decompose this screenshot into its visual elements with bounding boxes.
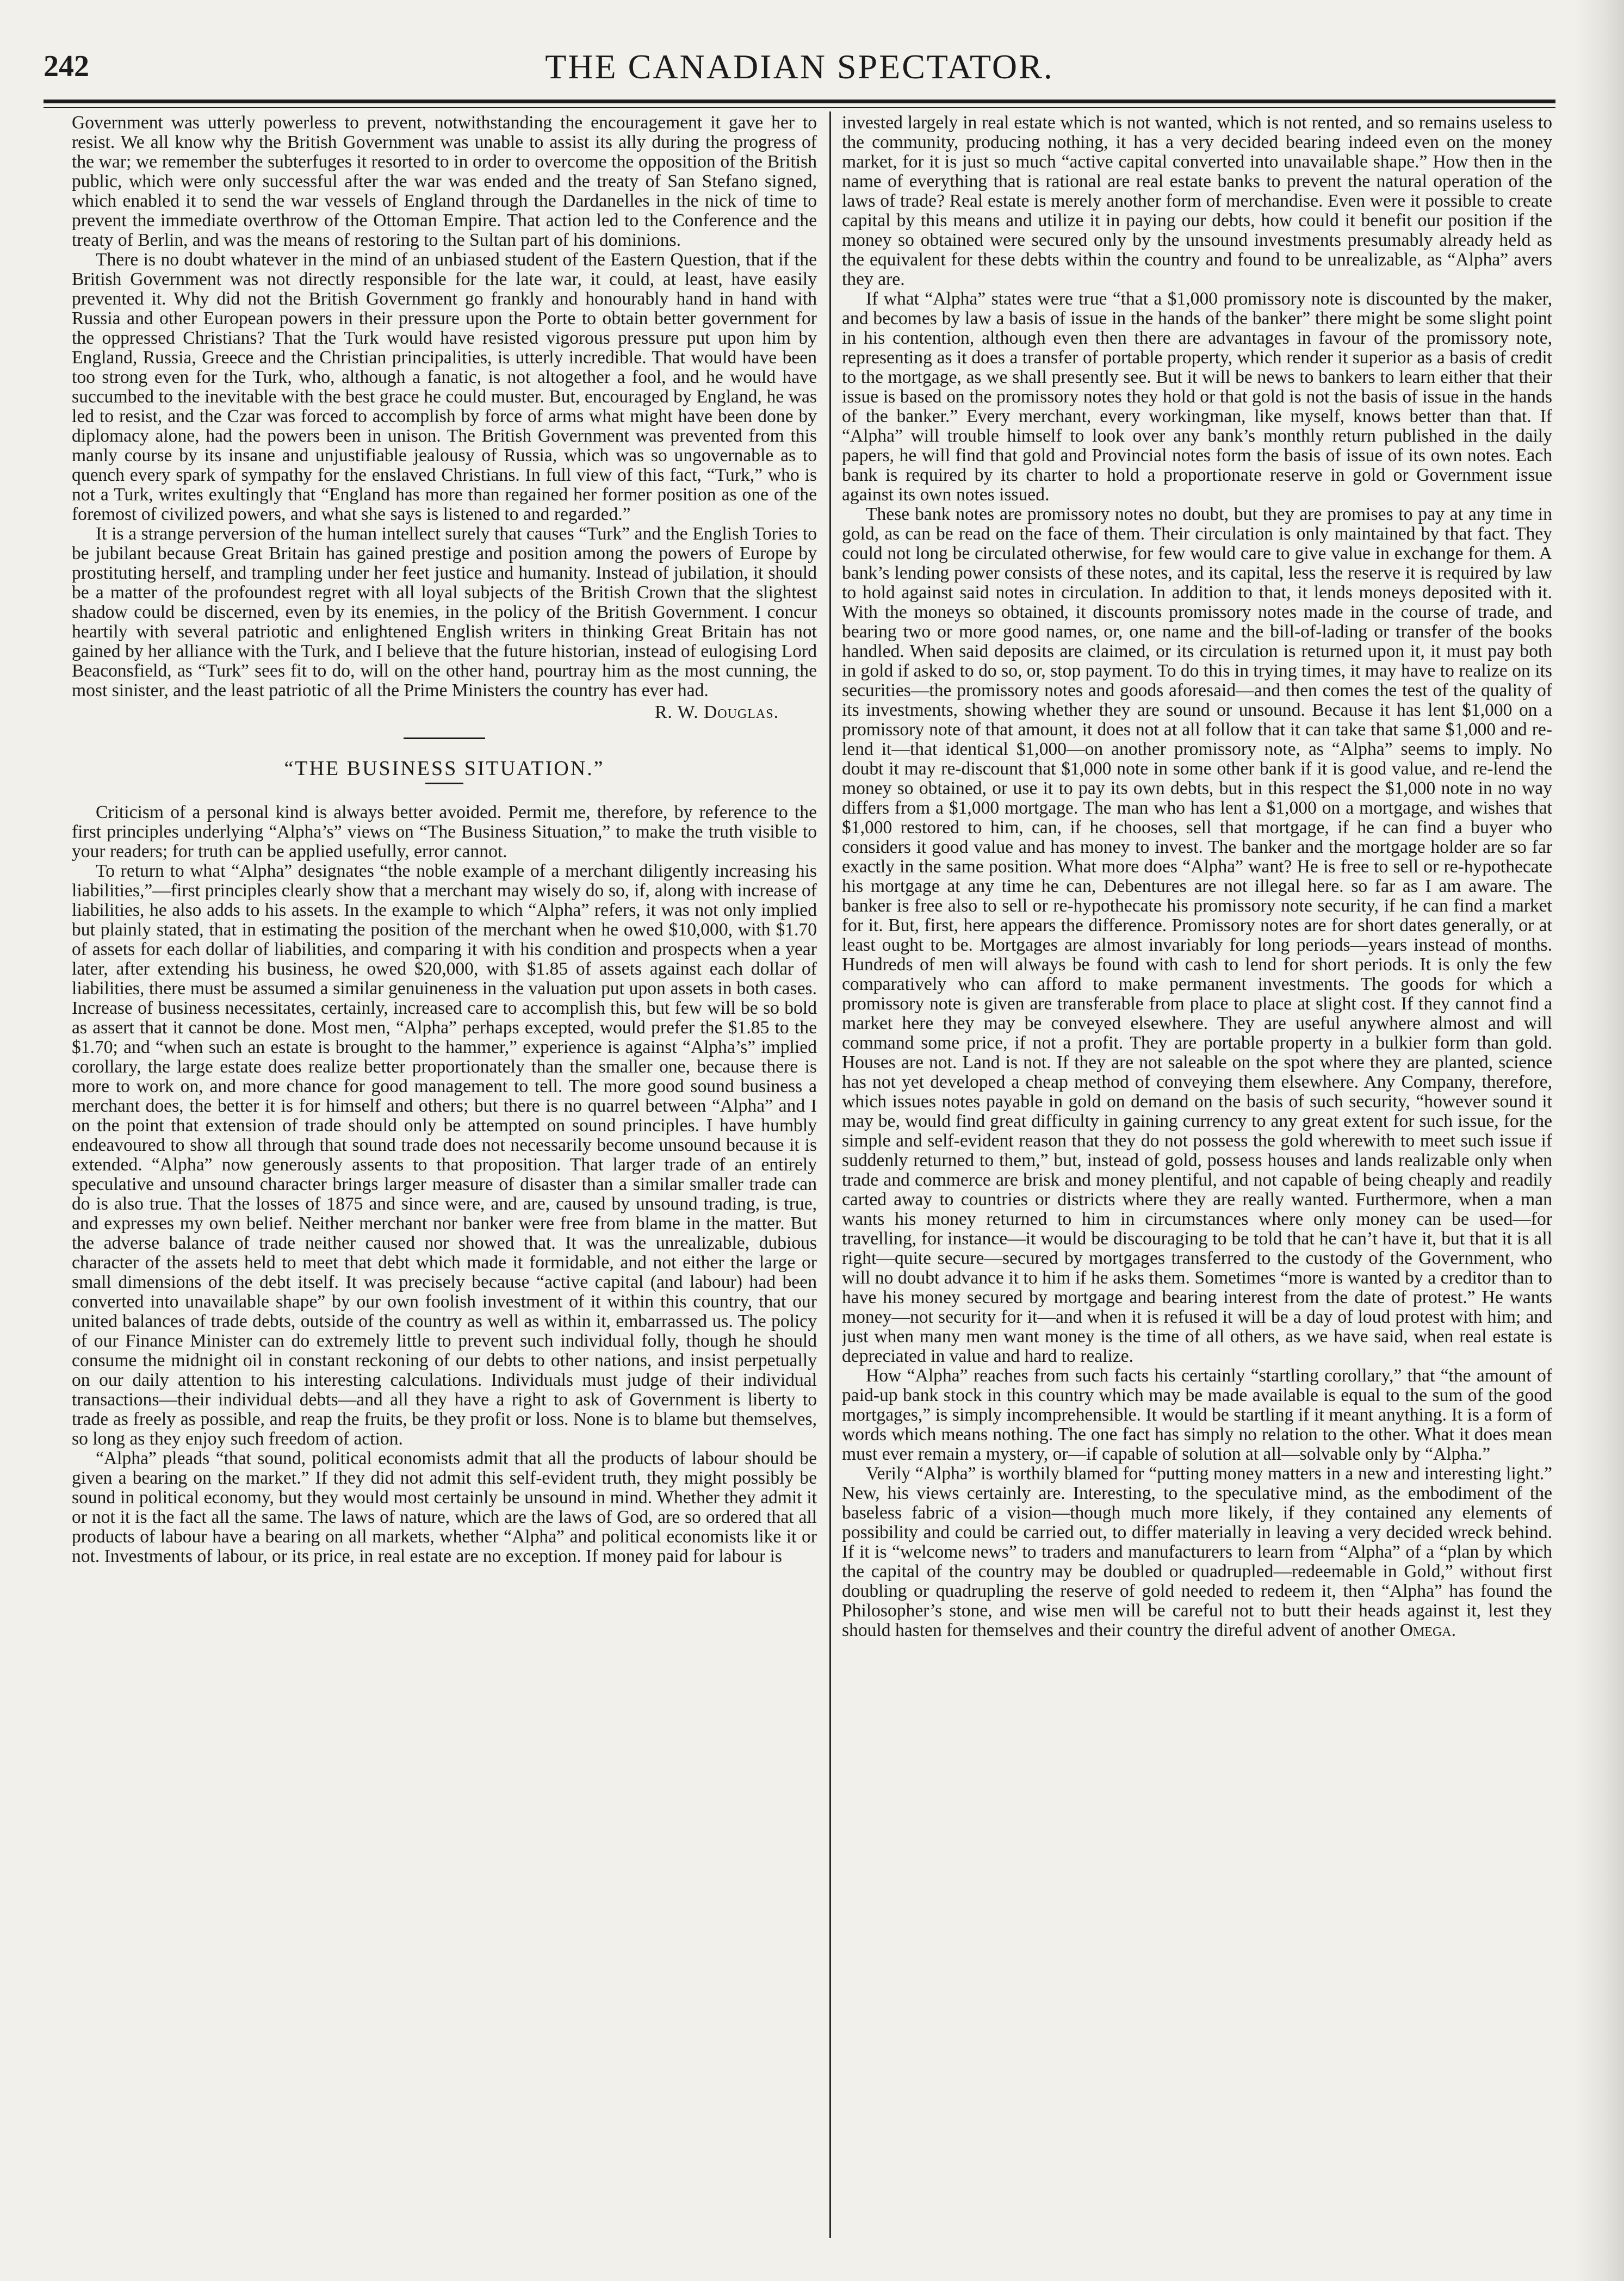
- paragraph: Government was utterly powerless to prevent, notwithstanding the encouragement it gave her to resist. We all know why the British Government was unable to assist its ally during the progress of the war; we remember the subterfuges it resorted to in order to overcome the opposition of the British public, which were only successful after the war was ended and the treaty of San Stefano signed, which enabled it to send the war vessels of England through the Dardanelles in the nick of time to prevent the immediate overthrow of the Ottoman Empire. That action led to the Conference and the treaty of Berlin, and was the means of restoring to the Sultan part of his dominions.: [72, 113, 817, 250]
- page-edge-shadow: [1575, 0, 1624, 2281]
- masthead: [44, 47, 1555, 96]
- right-column: [842, 113, 1552, 2240]
- paragraph: It is a strange perversion of the human intellect surely that causes “Turk” and the English Tories to be jubilant because Great Britain has gained prestige and position among the powers of Europe by prostituting herself, and trampling under her feet justice and humanity. Instead of jubilation, it should be a matter of the profoundest regret with all loyal subjects of the British Crown that the slightest shadow could be discerned, even by its enemies, in the policy of the British Government. I concur heartily with several patriotic and enlightened English writers in thinking Great Britain has not gained by her alliance with the Turk, and I believe that the future historian, instead of eulogising Lord Beaconsfield, as “Turk” sees fit to do, will on the other hand, pourtray him as the most cunning, the most sinister, and the least patriotic of all the Prime Ministers the country has ever had.: [72, 524, 817, 701]
- paragraph: How “Alpha” reaches from such facts his certainly “startling corollary,” that “the amount of paid-up bank stock in this country which may be made available is equal to the sum of the good mortgages,” is simply incomprehensible. It would be startling if it meant anything. It is a form of words which means nothing. The one fact has simply no relation to the other. What it does mean must ever remain a mystery, or—if capable of solution at all—solvable only by “Alpha.”: [842, 1366, 1552, 1464]
- paragraph: If what “Alpha” states were true “that a $1,000 promissory note is discounted by the maker, and becomes by law a basis of issue in the hands of the banker” there might be some slight point in his contention, although even then there are advantages in favour of the promissory note, representing as it does a transfer of portable property, which render it superior as a basis of credit to the mortgage, as we shall presently see. But it will be news to bankers to learn either that their issue is based on the promissory notes they hold or that gold is not the basis of issue in the hands of the banker.” Every merchant, every workingman, like myself, knows better than that. If “Alpha” will trouble himself to look over any bank’s monthly return published in the daily papers, he will find that gold and Provincial notes form the basis of issue of its own notes. Each bank is required by its charter to hold a proportionate reserve in gold or Government issue against its own notes issued.: [842, 289, 1552, 505]
- paragraph: [842, 1464, 1552, 1640]
- paragraph: There is no doubt whatever in the mind of an unbiased student of the Eastern Question, that if the British Government was not directly responsible for the late war, it could, at least, have easily prevented it. Why did not the British Government go frankly and honourably hand in hand with Russia and other European powers in their pressure upon the Porte to obtain better government for the oppressed Christians? That the Turk would have resisted vigorous pressure put upon him by England, Russia, Greece and the Christian principalities, is utterly incredible. That would have been too strong even for the Turk, who, although a fanatic, is not altogether a fool, and he would have succumbed to the inevitable with the best grace he could muster. But, encouraged by England, he was led to resist, and the Czar was forced to accomplish by force of arms what might have been done by diplomacy alone, had the powers been in unison. The British Government was prevented from this manly course by its insane and unjustifiable jealousy of Russia, which was so ungovernable as to quench every spark of sympathy for the enslaved Christians. In full view of this fact, “Turk,” who is not a Turk, writes exultingly that “England has more than regained her former position as one of the foremost of civilized powers, and what she says is listened to and regarded.”: [72, 250, 817, 524]
- page-number: 242: [44, 49, 89, 83]
- paragraph: “Alpha” pleads “that sound, political economists admit that all the products of labour should be given a bearing on the market.” If they did not admit this self-evident truth, they might possibly be sound in political economy, but they would most certainly be unsound in mind. Whether they admit it or not it is the fact all the same. The laws of nature, which are the laws of God, are so ordered that all products of labour have a bearing on all markets, whether “Alpha” and political economists like it or not. Investments of labour, or its price, in real estate are no exception. If money paid for labour is: [72, 1448, 817, 1566]
- paragraph: These bank notes are promissory notes no doubt, but they are promises to pay at any time in gold, as can be read on the face of them. Their circulation is only maintained by that fact. They could not long be circulated otherwise, for few would care to give value in exchange for them. A bank’s lending power consists of these notes, and its capital, less the reserve it is required by law to hold against said notes in circulation. In addition to that, it lends moneys deposited with it. With the moneys so obtained, it discounts promissory notes made in the course of trade, and bearing two or more good names, or, one name and the bill-of-lading or transfer of the books handled. When said deposits are claimed, or its circulation is returned upon it, it must pay both in gold if asked to do so, or, stop payment. To do this in trying times, it may have to realize on its securities—the promissory notes and goods aforesaid—and then comes the test of the quality of its investments, showing whether they are sound or unsound. Because it has lent $1,000 on a promissory note of that amount, it does not at all follow that it can take that same $1,000 and re-lend it—that identical $1,000—on another promissory note, as “Alpha” seems to imply. No doubt it may re-discount that $1,000 note in some other bank if it is good value, and re-lend the money so obtained, or use it to pay its own debts, but in this respect the $1,000 note in no way differs from a $1,000 mortgage. The man who has lent a $1,000 on a mortgage, and wishes that $1,000 restored to him, can, if he chooses, sell that mortgage, if he can find a buyer who considers it good value and has money to invest. The banker and the mortgage holder are so far exactly in the same position. What more does “Alpha” want? He is free to sell or re-hypothecate his mortgage at any time he can, Debentures are not illegal here. so far as I am aware. The banker is free also to sell or re-hypothecate his promissory note security, if he can find a market for it. But, first, here appears the difference. Promissory notes are for short dates generally, or at least ought to be. Mortgages are almost invariably for long periods—years instead of months. Hundreds of men will always be found with cash to lend for short periods. It is only the few comparatively who can afford to make permanent investments. The goods for which a promissory note is given are transferable from place to place at slight cost. If they cannot find a market here they may be conveyed elsewhere. They are useful anywhere almost and will command some price, if not a profit. They are portable property in a bulkier form than gold. Houses are not. Land is not. If they are not saleable on the spot where they are planted, science has not yet developed a cheap method of conveying them elsewhere. Any Company, therefore, which issues notes payable in gold on demand on the basis of such security, “however sound it may be, would find great difficulty in gaining currency to any great extent for such issue, for the simple and self-evident reason that they do not possess the gold wherewith to meet such issue if suddenly returned to them,” but, instead of gold, possess houses and lands realizable only when trade and commerce are brisk and money plentiful, and not capable of being cheaply and readily carted away to countries or districts where they are really wanted. Furthermore, when a man wants his money returned to him in circumstances where only money can be used—for travelling, for instance—it would be discouraging to be told that he can’t have it, but that it is all right—quite secure—secured by mortgages transferred to the custody of the Government, who will no doubt advance it to him if he asks them. Sometimes “more is wanted by a creditor than to have his money secured by mortgage and bearing interest from the date of protest.” He wants money—not security for it—and when it is refused it will be a day of loud protest with him; and just when many men want money is the time of all others, as we have said, when real estate is depreciated in value and hard to realize.: [842, 504, 1552, 1366]
- left-column: [72, 113, 817, 2240]
- heading-underline: [425, 783, 463, 784]
- paragraph: invested largely in real estate which is not wanted, which is not rented, and so remains useless to the community, producing nothing, it has a very decided bearing indeed even on the money market, for it is just so much “active capital converted into unavailable shape.” How then in the name of everything that is rational are real estate banks to prevent the natural operation of the laws of trade? Real estate is merely another form of merchandise. Even were it possible to create capital by this means and utilize it in paying our debts, how could it benefit our position if the money so obtained were secured only by the unsound investments presumably already held as the equivalent for these debts within the country and found to be unrealizable, as “Alpha” avers they are.: [842, 113, 1552, 289]
- paragraph-text: Verily “Alpha” is worthily blamed for “putting money matters in a new and interesting light.” New, his views certainly are. Interesting, to the speculative mind, as the embodiment of the baseless fabric of a vision—though much more likely, if they contained any elements of possibility and could be carried out, to differ materially in leaving a very decided wreck behind. If it is “welcome news” to traders and manufacturers to learn from “Alpha” of a “plan by which the capital of the country may be doubled or quadrupled—redeemable in Gold,” without first doubling or quadrupling the reserve of gold needed to redeem it, then “Alpha” has found the Philosopher’s stone, and wise men will be careful not to butt their heads against it, lest they should hasten for themselves and their country the direful advent of another: [842, 1464, 1552, 1640]
- section-divider: [404, 737, 485, 739]
- newspaper-title: THE CANADIAN SPECTATOR.: [545, 47, 1054, 86]
- author-signature: R. W. Douglas.: [655, 702, 779, 722]
- header-rule-thick: [44, 100, 1555, 103]
- closing-word: Omega.: [1399, 1620, 1456, 1640]
- article-heading: “THE BUSINESS SITUATION.”: [284, 757, 605, 780]
- paragraph: To return to what “Alpha” designates “the noble example of a merchant diligently increasing his liabilities,”—first principles clearly show that a merchant may wisely do so, if, along with increase of liabilities, he also adds to his assets. In the example to which “Alpha” refers, it was not only implied but plainly stated, that in estimating the position of the merchant when he owed $10,000, with $1.70 of assets for each dollar of liabilities, and comparing it with his condition and prospects when a year later, after extending his business, he owed $20,000, with $1.85 of assets against each dollar of liabilities, there must be assumed a similar genuineness in the valuation put upon assets in both cases. Increase of business necessitates, certainly, increased care to accomplish this, but few will be so bold as assert that it cannot be done. Most men, “Alpha” perhaps excepted, would prefer the $1.85 to the $1.70; and “when such an estate is brought to the hammer,” experience is against “Alpha’s” implied corollary, the large estate does realize better proportionately than the smaller one, because there is more to work on, and more chance for good management to tell. The more good sound business a merchant does, the better it is for himself and others; but there is no quarrel between “Alpha” and I on the point that extension of trade should only be attempted on sound principles. I have humbly endeavoured to show all through that sound trade does not necessarily become unsound because it is extended. “Alpha” now generously assents to that proposition. That larger trade of an entirely speculative and unsound character brings larger measure of disaster than a similar smaller trade can do is also true. That the losses of 1875 and since were, and are, caused by unsound trading, is true, and expresses my own belief. Neither merchant nor banker were free from blame in the matter. But the adverse balance of trade neither caused nor showed that. It was the unrealizable, dubious character of the assets held to meet that debt which made it formidable, and not either the large or small dimensions of the debt itself. It was precisely because “active capital (and labour) had been converted into unavailable shape” by our own foolish investment of it within this country, that our united balances of trade debts, outside of the country as well as within it, embarrassed us. The policy of our Finance Minister can do extremely little to prevent such individual folly, though he should consume the midnight oil in constant reckoning of our debts to other nations, and insist perpetually on our daily attention to his interesting calculations. Individuals must judge of their individual transactions—their individual debts—and all they have a right to ask of Government is liberty to trade as freely as possible, and reap the fruits, be they profit or loss. None is to blame but themselves, so long as they enjoy such freedom of action.: [72, 861, 817, 1449]
- column-divider: [829, 111, 831, 2238]
- paragraph: Criticism of a personal kind is always better avoided. Permit me, therefore, by reference to the first principles underlying “Alpha’s” views on “The Business Situation,” to make the truth visible to your readers; for truth can be applied usefully, error cannot.: [72, 802, 817, 861]
- header-rule-thin: [44, 107, 1555, 108]
